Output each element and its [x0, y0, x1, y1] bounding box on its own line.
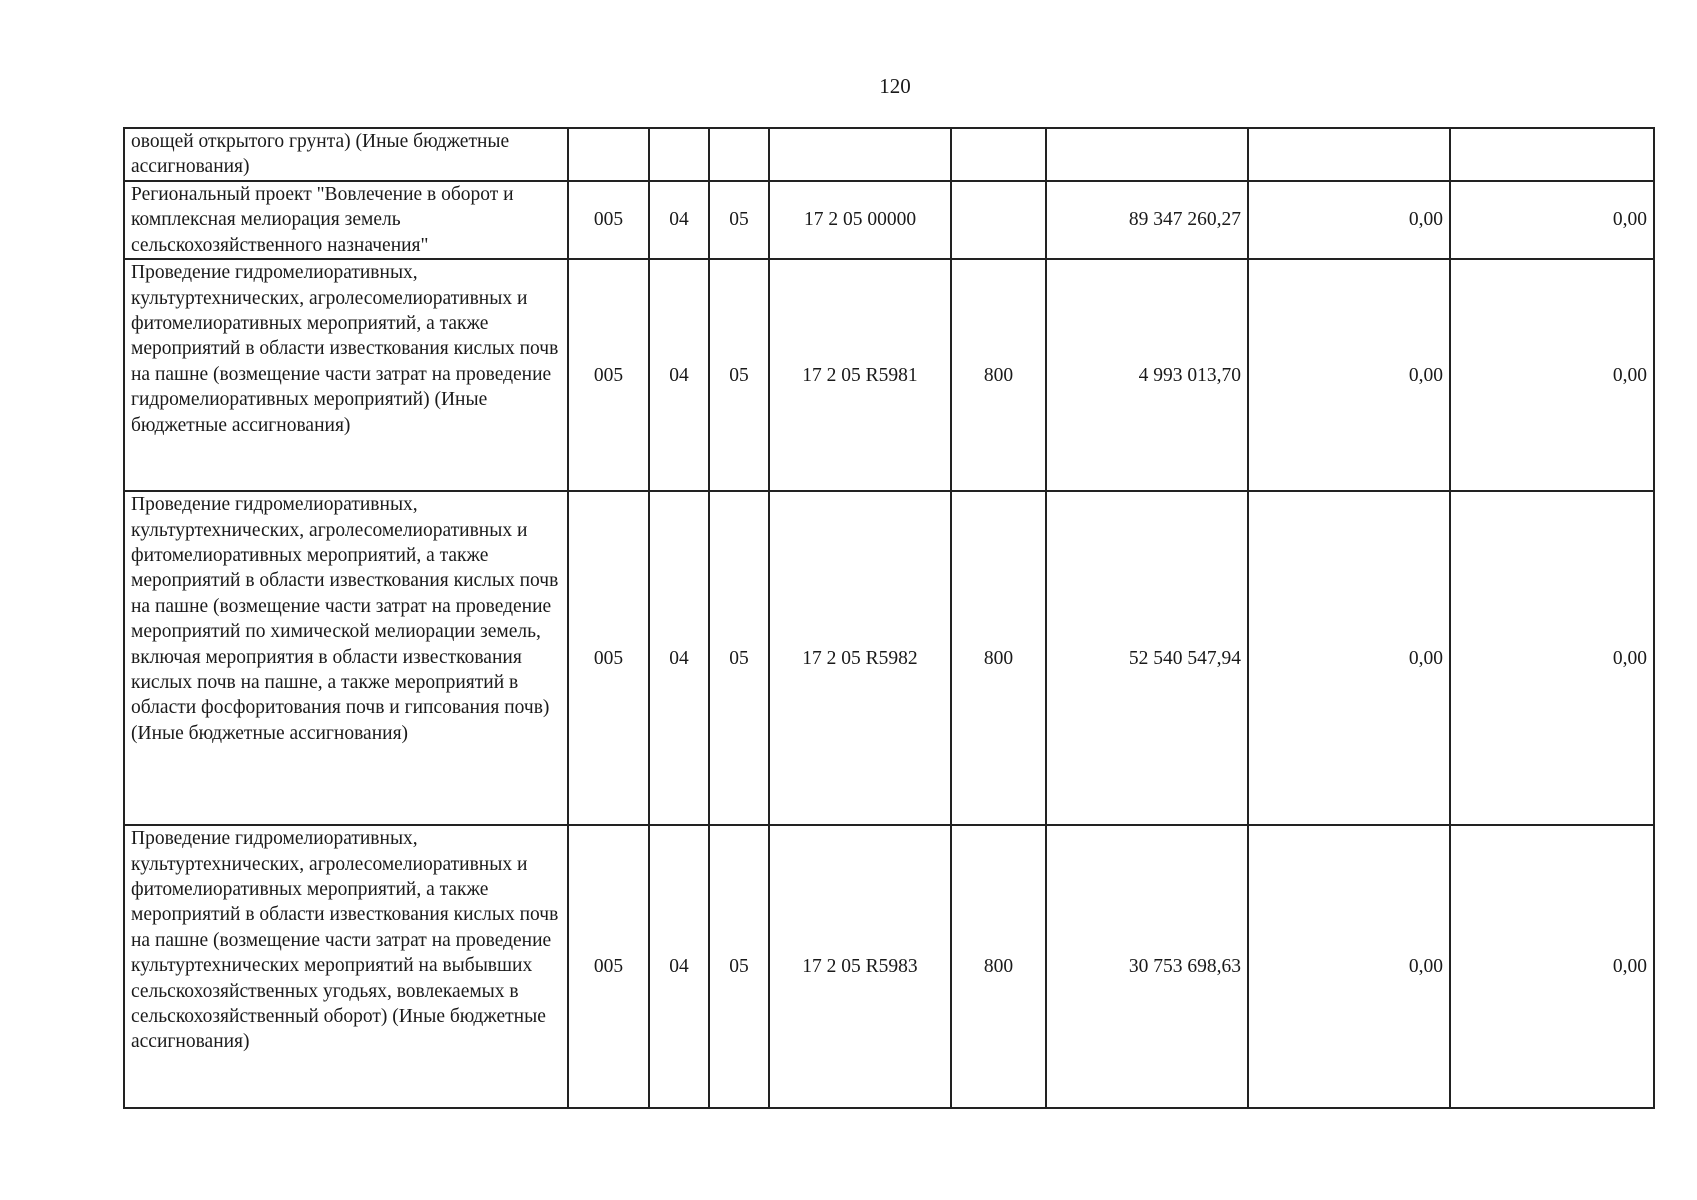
table-row: [124, 181, 1654, 259]
department-code-cell: 005: [568, 181, 649, 259]
target-article-cell: 17 2 05 R5982: [769, 491, 951, 825]
department-code-cell: [568, 128, 649, 181]
expense-name-cell: Проведение гидромелиоративных, культуртехнических, агролесомелиоративных и фитомелиоративных мероприятий, а также мероприятий в области известкования кислых почв на пашне (возмещение части затрат на проведение мероприятий по химической мелиорации земель, включая мероприятия в области известкования кислых почв на пашне, а также мероприятий в области фосфоритования почв и гипсования почв) (Иные бюджетные ассигнования): [124, 491, 568, 825]
expense-type-cell: [951, 181, 1046, 259]
amount-cell-2: 0,00: [1248, 491, 1450, 825]
page-number: 120: [879, 74, 911, 98]
section-code-cell: 04: [649, 259, 709, 491]
expense-type-cell: 800: [951, 491, 1046, 825]
table-row: [124, 491, 1654, 825]
amount-cell-1: 30 753 698,63: [1046, 825, 1248, 1108]
expense-type-cell: 800: [951, 259, 1046, 491]
expense-name-cell: Проведение гидромелиоративных, культуртехнических, агролесомелиоративных и фитомелиоративных мероприятий, а также мероприятий в области известкования кислых почв на пашне (возмещение части затрат на проведение гидромелиоративных мероприятий) (Иные бюджетные ассигнования): [124, 259, 568, 491]
amount-cell-3: [1450, 128, 1654, 181]
table-row: [124, 259, 1654, 491]
expense-type-cell: [951, 128, 1046, 181]
section-code-cell: [649, 128, 709, 181]
target-article-cell: 17 2 05 00000: [769, 181, 951, 259]
amount-cell-2: 0,00: [1248, 259, 1450, 491]
expense-name-cell: Региональный проект "Вовлечение в оборот и комплексная мелиорация земель сельскохозяйственного назначения": [124, 181, 568, 259]
department-code-cell: 005: [568, 491, 649, 825]
subsection-code-cell: 05: [709, 825, 769, 1108]
amount-cell-3: 0,00: [1450, 259, 1654, 491]
table-row: [124, 128, 1654, 181]
department-code-cell: 005: [568, 259, 649, 491]
subsection-code-cell: 05: [709, 491, 769, 825]
budget-table: [123, 127, 1655, 1109]
amount-cell-1: 52 540 547,94: [1046, 491, 1248, 825]
section-code-cell: 04: [649, 825, 709, 1108]
expense-name-cell: овощей открытого грунта) (Иные бюджетные ассигнования): [124, 128, 568, 181]
amount-cell-2: 0,00: [1248, 181, 1450, 259]
department-code-cell: 005: [568, 825, 649, 1108]
subsection-code-cell: 05: [709, 181, 769, 259]
expense-type-cell: 800: [951, 825, 1046, 1108]
target-article-cell: 17 2 05 R5983: [769, 825, 951, 1108]
amount-cell-1: 4 993 013,70: [1046, 259, 1248, 491]
amount-cell-3: 0,00: [1450, 825, 1654, 1108]
amount-cell-2: 0,00: [1248, 825, 1450, 1108]
amount-cell-3: 0,00: [1450, 491, 1654, 825]
subsection-code-cell: [709, 128, 769, 181]
amount-cell-1: [1046, 128, 1248, 181]
amount-cell-1: 89 347 260,27: [1046, 181, 1248, 259]
section-code-cell: 04: [649, 491, 709, 825]
expense-name-cell: Проведение гидромелиоративных, культуртехнических, агролесомелиоративных и фитомелиоративных мероприятий, а также мероприятий в области известкования кислых почв на пашне (возмещение части затрат на проведение культуртехнических мероприятий на выбывших сельскохозяйственных угодьях, вовлекаемых в сельскохозяйственный оборот) (Иные бюджетные ассигнования): [124, 825, 568, 1108]
amount-cell-3: 0,00: [1450, 181, 1654, 259]
target-article-cell: 17 2 05 R5981: [769, 259, 951, 491]
table-row: [124, 825, 1654, 1108]
target-article-cell: [769, 128, 951, 181]
amount-cell-2: [1248, 128, 1450, 181]
section-code-cell: 04: [649, 181, 709, 259]
subsection-code-cell: 05: [709, 259, 769, 491]
